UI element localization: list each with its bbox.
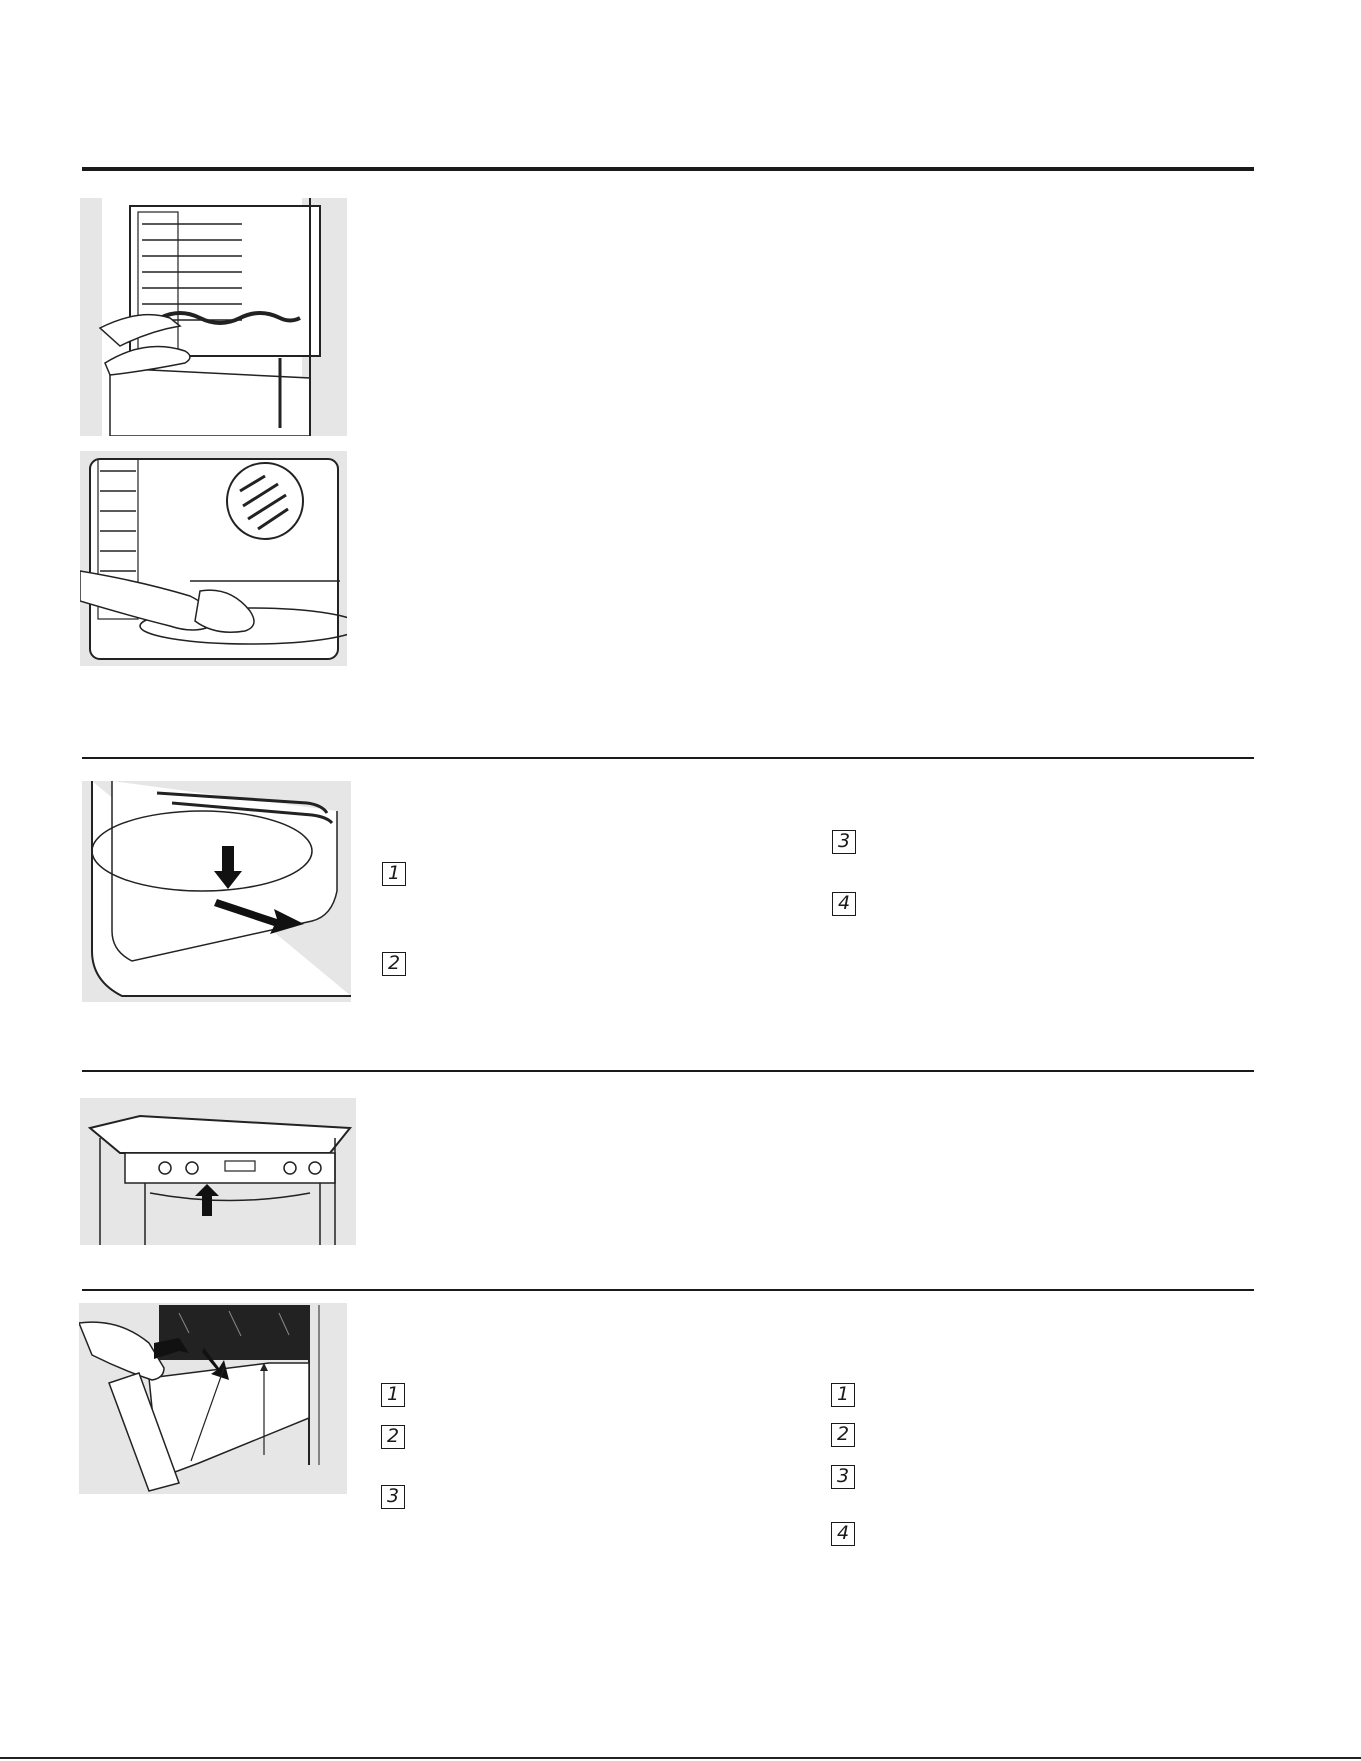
section-rule-1: [82, 757, 1254, 759]
bottom-edge-rule: [0, 1757, 1361, 1759]
removal-step-4: 4: [832, 892, 856, 916]
storage-drawer-illustration: [79, 1303, 347, 1494]
drawer-replace-step-1: 1: [831, 1383, 855, 1407]
drawer-remove-step-2: 2: [381, 1425, 405, 1449]
top-rule: [82, 167, 1254, 171]
drawer-replace-step-2: 2: [831, 1423, 855, 1447]
removal-step-2: 2: [382, 952, 406, 976]
oven-bottom-removal-illustration: [82, 781, 351, 1002]
drawer-replace-step-4: 4: [831, 1522, 855, 1546]
removal-step-1: 1: [382, 862, 406, 886]
oven-floor-wipe-illustration: [80, 198, 347, 436]
removal-step-3: 3: [832, 830, 856, 854]
oven-back-wipe-illustration: [80, 451, 347, 666]
section-rule-3: [82, 1289, 1254, 1291]
drawer-replace-step-3: 3: [831, 1465, 855, 1489]
cooktop-lift-illustration: [80, 1098, 356, 1245]
drawer-remove-step-3: 3: [381, 1485, 405, 1509]
drawer-remove-step-1: 1: [381, 1383, 405, 1407]
section-rule-2: [82, 1070, 1254, 1072]
